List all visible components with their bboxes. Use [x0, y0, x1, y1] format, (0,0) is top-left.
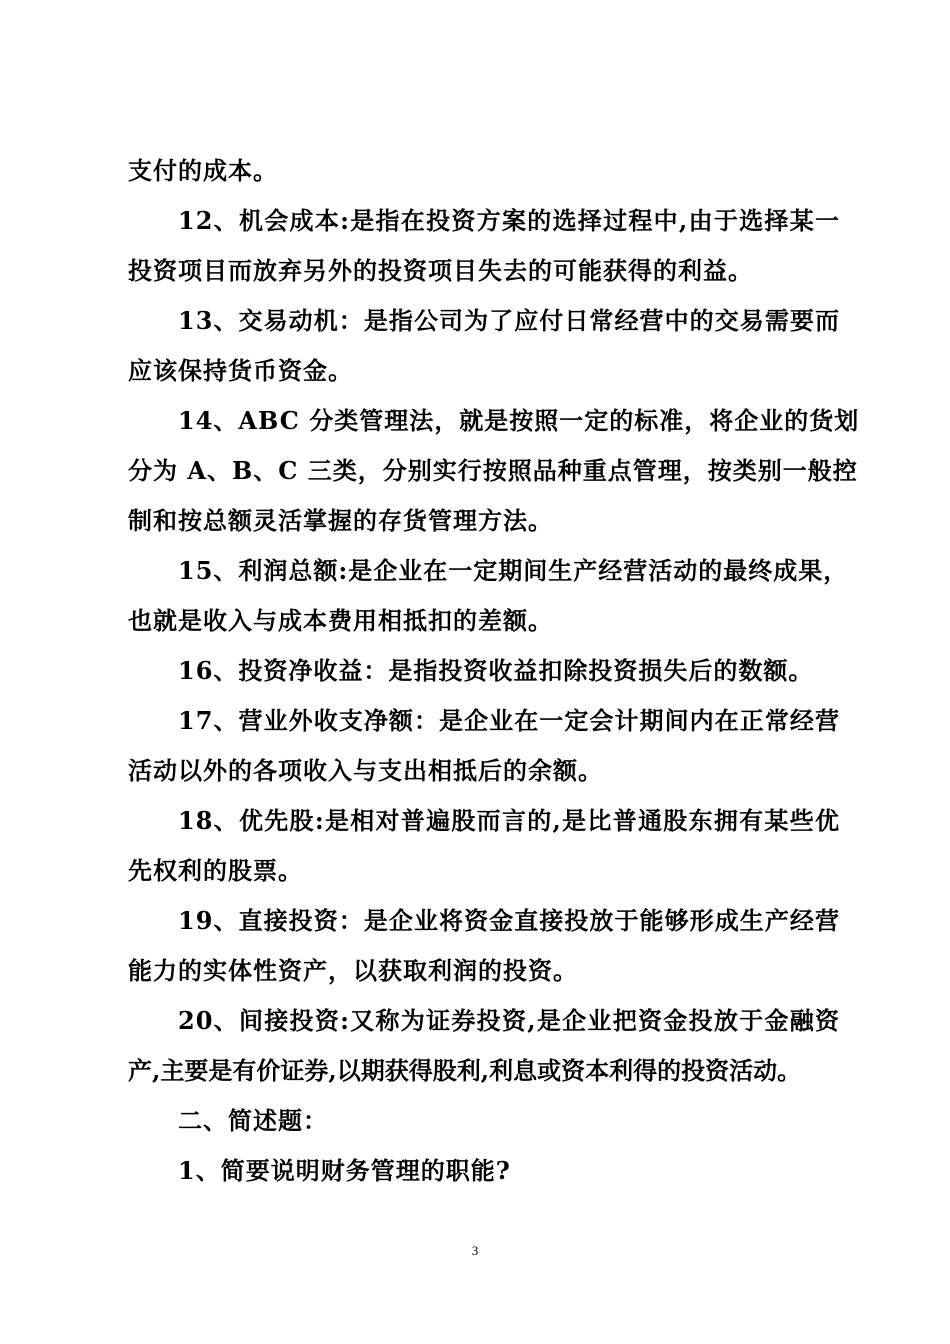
- definition-17-line-1: 17、营业外收支净额：是企业在一定会计期间内在正常经营: [178, 706, 840, 735]
- definition-15-line-2: 也就是收入与成本费用相抵扣的差额。: [128, 606, 553, 635]
- definition-15-line-1: 15、利润总额:是企业在一定期间生产经营活动的最终成果，: [178, 556, 849, 585]
- page-body: [128, 146, 860, 1196]
- definition-17-line-2: 活动以外的各项收入与支出相抵后的余额。: [128, 756, 603, 785]
- definition-12-line-1: 12、机会成本:是指在投资方案的选择过程中,由于选择某一: [178, 206, 840, 235]
- definition-19-line-2: 能力的实体性资产，以获取利润的投资。: [128, 956, 578, 985]
- definition-14-line-1: 14、ABC 分类管理法，就是按照一定的标准，将企业的货划: [178, 406, 860, 435]
- page-number: 3: [471, 1243, 479, 1258]
- definition-16-line-1: 16、投资净收益：是指投资收益扣除投资损失后的数额。: [178, 656, 814, 685]
- definition-13-line-2: 应该保持货币资金。: [128, 356, 353, 385]
- definition-14-line-2: 分为 A、B、C 三类，分别实行按照品种重点管理，按类别一般控: [128, 456, 858, 485]
- definition-14-line-3: 制和按总额灵活掌握的存货管理方法。: [128, 506, 553, 535]
- section-heading: 二、简述题：: [178, 1106, 328, 1135]
- definition-18-line-2: 先权利的股票。: [128, 856, 303, 885]
- question-1: 1、简要说明财务管理的职能?: [178, 1156, 511, 1185]
- definition-19-line-1: 19、直接投资：是企业将资金直接投放于能够形成生产经营: [178, 906, 840, 935]
- definition-20-line-2: 产,主要是有价证券,以期获得股利,利息或资本利得的投资活动。: [128, 1056, 802, 1085]
- definition-13-line-1: 13、交易动机：是指公司为了应付日常经营中的交易需要而: [178, 306, 840, 335]
- definition-20-line-1: 20、间接投资:又称为证券投资,是企业把资金投放于金融资: [178, 1006, 840, 1035]
- definition-18-line-1: 18、优先股:是相对普遍股而言的,是比普通股东拥有某些优: [178, 806, 840, 835]
- definition-12-line-2: 投资项目而放弃另外的投资项目失去的可能获得的利益。: [128, 256, 753, 285]
- text-line: 支付的成本。: [128, 156, 278, 185]
